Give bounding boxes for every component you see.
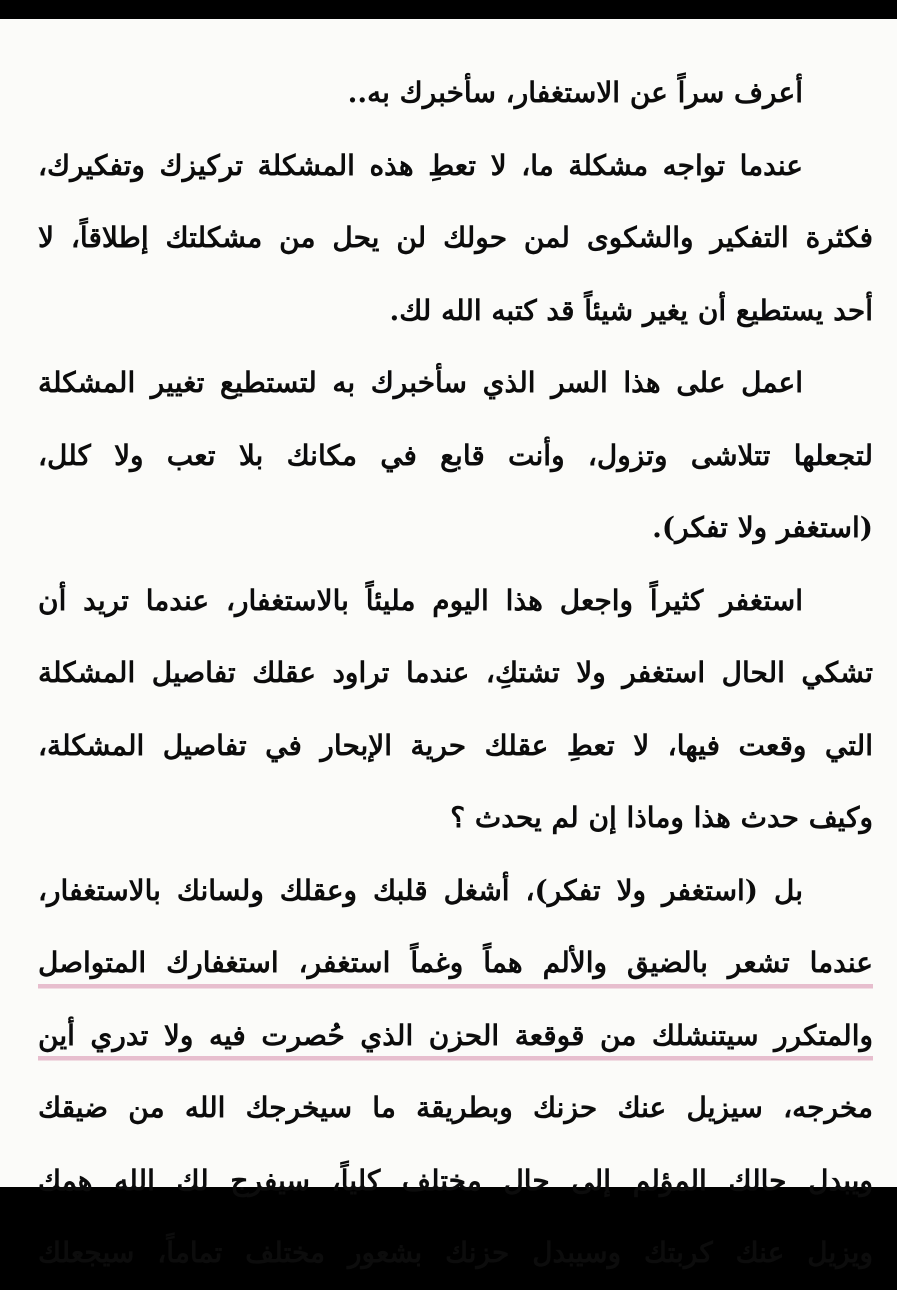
page-text — [38, 57, 873, 1290]
text-line-16: ويبدل حالك المؤلم إلى حال مختلف كلياً، سيفرج لك الله همك — [38, 1163, 873, 1197]
text-line-17: ويزيل عنك كربتك وسيبدل حزنك بشعور مختلف تماماً، سيجعلك — [38, 1236, 873, 1269]
text-line-5: اعمل على هذا السر الذي سأخبرك به لتستطيع تغيير المشكلة — [38, 366, 803, 399]
text-line-6: لتجعلها تتلاشى وتزول، وأنت قابع في مكانك بلا تعب ولا كلل، — [38, 438, 873, 472]
text-line-13-highlighted: عندما تشعر بالضيق والألم هماً وغماً استغفر، استغفارك المتواصل — [38, 927, 873, 1000]
text-line-14-highlighted: والمتكرر سيتنشلك من قوقعة الحزن الذي حُصرت فيه ولا تدري أين — [38, 1000, 873, 1073]
text-line-3: فكثرة التفكير والشكوى لمن حولك لن يحل من مشكلتك إطلاقاً، لا — [38, 221, 873, 254]
text-line-1: أعرف سراً عن الاستغفار، سأخبرك به.. — [347, 76, 803, 109]
text-line-4: أحد يستطيع أن يغير شيئاً قد كتبه الله لك. — [389, 293, 873, 327]
text-line-2: عندما تواجه مشكلة ما، لا تعطِ هذه المشكلة تركيزك وتفكيرك، — [38, 148, 803, 182]
text-line-10: التي وقعت فيها، لا تعطِ عقلك حرية الإبحار في تفاصيل المشكلة، — [38, 728, 873, 762]
text-line-9: تشكي الحال استغفر ولا تشتكِ، عندما تراود عقلك تفاصيل المشكلة — [38, 656, 873, 689]
text-line-8: استغفر كثيراً واجعل هذا اليوم مليئاً بالاستغفار، عندما تريد أن — [38, 583, 803, 617]
text-line-15: مخرجه، سيزيل عنك حزنك وبطريقة ما سيخرجك الله من ضيقك — [38, 1091, 873, 1124]
text-line-11: وكيف حدث هذا وماذا إن لم يحدث ؟ — [450, 801, 873, 834]
text-line-7: (استغفر ولا تفكر). — [652, 511, 873, 544]
book-page — [0, 19, 897, 1269]
text-line-12: بل (استغفر ولا تفكر)، أشغل قلبك وعقلك ولسانك بالاستغفار، — [38, 873, 803, 907]
